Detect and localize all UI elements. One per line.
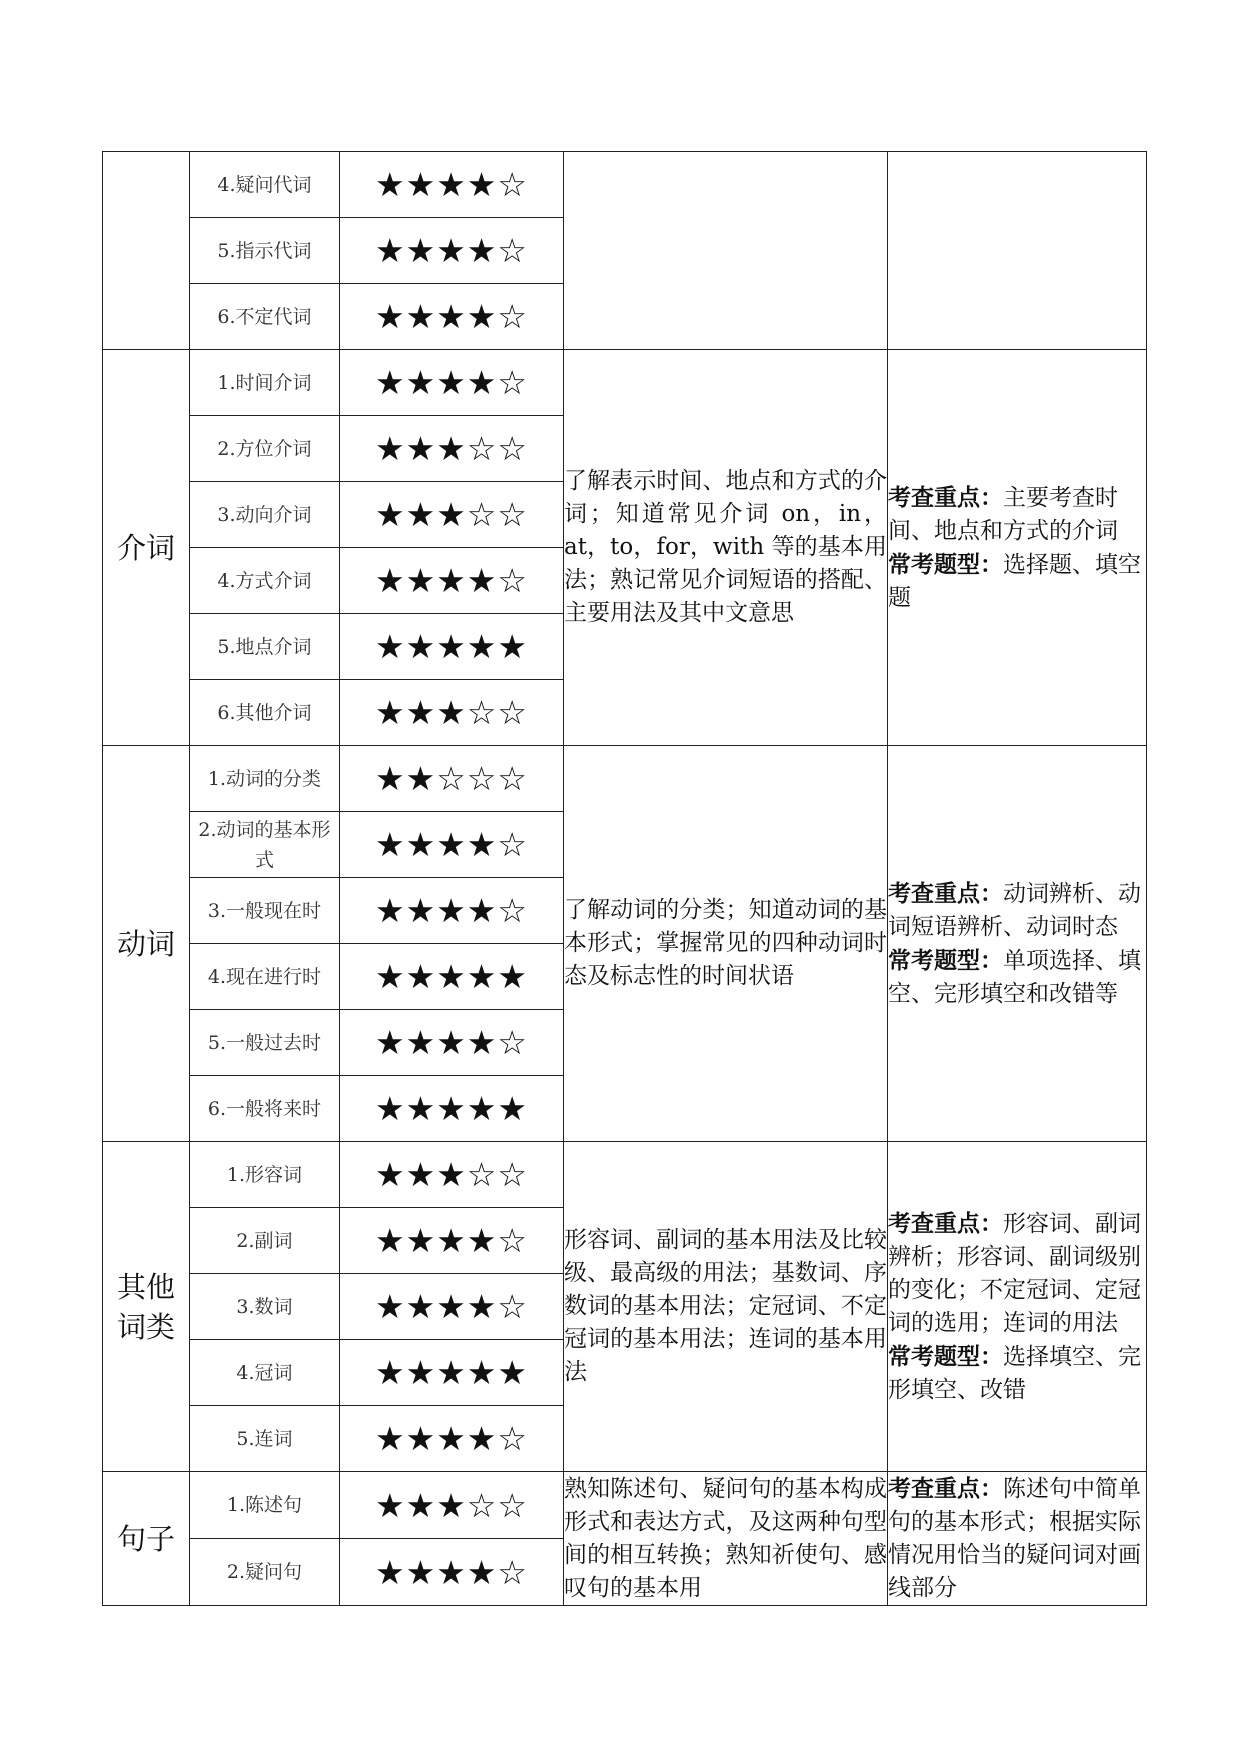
item-label: 2.方位介词: [190, 416, 340, 482]
star-rating: ★★★☆☆: [340, 416, 564, 482]
star-rating: ★★★☆☆: [340, 680, 564, 746]
item-label: 2.副词: [190, 1208, 340, 1274]
table-row: [103, 152, 1147, 218]
focus-label: 考查重点：: [888, 879, 1003, 907]
type-label: 常考题型：: [888, 550, 1003, 578]
item-label: 6.一般将来时: [190, 1076, 340, 1142]
star-rating: ★★★★☆: [340, 152, 564, 218]
description-cell: 了解动词的分类；知道动词的基本形式；掌握常见的四种动词时态及标志性的时间状语: [564, 746, 888, 1142]
focus-text: 主要考查时间、地点和方式的介词: [888, 484, 1118, 544]
item-label: 1.时间介词: [190, 350, 340, 416]
star-rating: ★★★★★: [340, 944, 564, 1010]
description-cell: 形容词、副词的基本用法及比较级、最高级的用法；基数词、序数词的基本用法；定冠词、不定冠词的基本用法；连词的基本用法: [564, 1142, 888, 1472]
focus-text: 形容词、副词辨析；形容词、副词级别的变化；不定冠词、定冠词的选用；连词的用法: [888, 1210, 1141, 1336]
exam-note-cell: [888, 1142, 1147, 1472]
item-label: 4.方式介词: [190, 548, 340, 614]
item-label: 1.陈述句: [190, 1472, 340, 1539]
star-rating: ★★☆☆☆: [340, 746, 564, 812]
exam-note-cell: [888, 350, 1147, 746]
star-rating: ★★★★☆: [340, 284, 564, 350]
focus-label: 考查重点：: [888, 1475, 1003, 1502]
category-cell-empty: [103, 152, 190, 350]
star-rating: ★★★★☆: [340, 1208, 564, 1274]
star-rating: ★★★★☆: [340, 1010, 564, 1076]
category-cell: 介词: [103, 350, 190, 746]
item-label: 4.疑问代词: [190, 152, 340, 218]
type-text: 单项选择、填空、完形填空和改错等: [888, 947, 1141, 1007]
table-row: [103, 1472, 1147, 1539]
item-label: 5.一般过去时: [190, 1010, 340, 1076]
star-rating: ★★★☆☆: [340, 1142, 564, 1208]
star-rating: ★★★★★: [340, 614, 564, 680]
item-label: 6.不定代词: [190, 284, 340, 350]
exam-note-cell: [888, 746, 1147, 1142]
focus-text: 动词辨析、动词短语辨析、动词时态: [888, 880, 1141, 940]
type-label: 常考题型：: [888, 1342, 1003, 1370]
exam-note-cell: [888, 152, 1147, 350]
table-row: [103, 1142, 1147, 1208]
star-rating: ★★★★★: [340, 1076, 564, 1142]
exam-note-cell: [888, 1472, 1147, 1606]
category-cell: 句子: [103, 1472, 190, 1606]
category-cell: 动词: [103, 746, 190, 1142]
item-label: 3.动向介词: [190, 482, 340, 548]
star-rating: ★★★★☆: [340, 812, 564, 878]
item-label: 1.动词的分类: [190, 746, 340, 812]
item-label: 5.连词: [190, 1406, 340, 1472]
category-label: 其他词类: [116, 1269, 175, 1344]
item-label: 2.疑问句: [190, 1539, 340, 1606]
item-label: 5.指示代词: [190, 218, 340, 284]
knowledge-table: [102, 151, 1147, 1606]
item-label: 4.冠词: [190, 1340, 340, 1406]
table-row: [103, 350, 1147, 416]
item-label: 1.形容词: [190, 1142, 340, 1208]
description-cell: 熟知陈述句、疑问句的基本构成形式和表达方式，及这两种句型间的相互转换；熟知祈使句、感叹句的基本用: [564, 1472, 888, 1606]
focus-label: 考查重点：: [888, 483, 1003, 511]
star-rating: ★★★☆☆: [340, 1472, 564, 1539]
description-cell: [564, 152, 888, 350]
focus-label: 考查重点：: [888, 1209, 1003, 1237]
item-label: 4.现在进行时: [190, 944, 340, 1010]
star-rating: ★★★★☆: [340, 548, 564, 614]
table-row: [103, 746, 1147, 812]
item-label: 6.其他介词: [190, 680, 340, 746]
item-label: 2.动词的基本形式: [190, 812, 340, 878]
type-label: 常考题型：: [888, 946, 1003, 974]
type-text: 选择填空、完形填空、改错: [888, 1343, 1141, 1403]
star-rating: ★★★★☆: [340, 1406, 564, 1472]
star-rating: ★★★★☆: [340, 878, 564, 944]
item-label: 5.地点介词: [190, 614, 340, 680]
focus-text: 陈述句中简单句的基本形式；根据实际情况用恰当的疑问词对画线部分: [888, 1476, 1141, 1601]
star-rating: ★★★★☆: [340, 1274, 564, 1340]
category-cell: [103, 1142, 190, 1472]
star-rating: ★★★☆☆: [340, 482, 564, 548]
description-cell: 了解表示时间、地点和方式的介词；知道常见介词 on，in，at，to，for，with 等的基本用法；熟记常见介词短语的搭配、主要用法及其中文意思: [564, 350, 888, 746]
star-rating: ★★★★☆: [340, 1539, 564, 1606]
star-rating: ★★★★☆: [340, 350, 564, 416]
type-text: 选择题、填空题: [888, 551, 1141, 611]
item-label: 3.一般现在时: [190, 878, 340, 944]
item-label: 3.数词: [190, 1274, 340, 1340]
star-rating: ★★★★★: [340, 1340, 564, 1406]
star-rating: ★★★★☆: [340, 218, 564, 284]
